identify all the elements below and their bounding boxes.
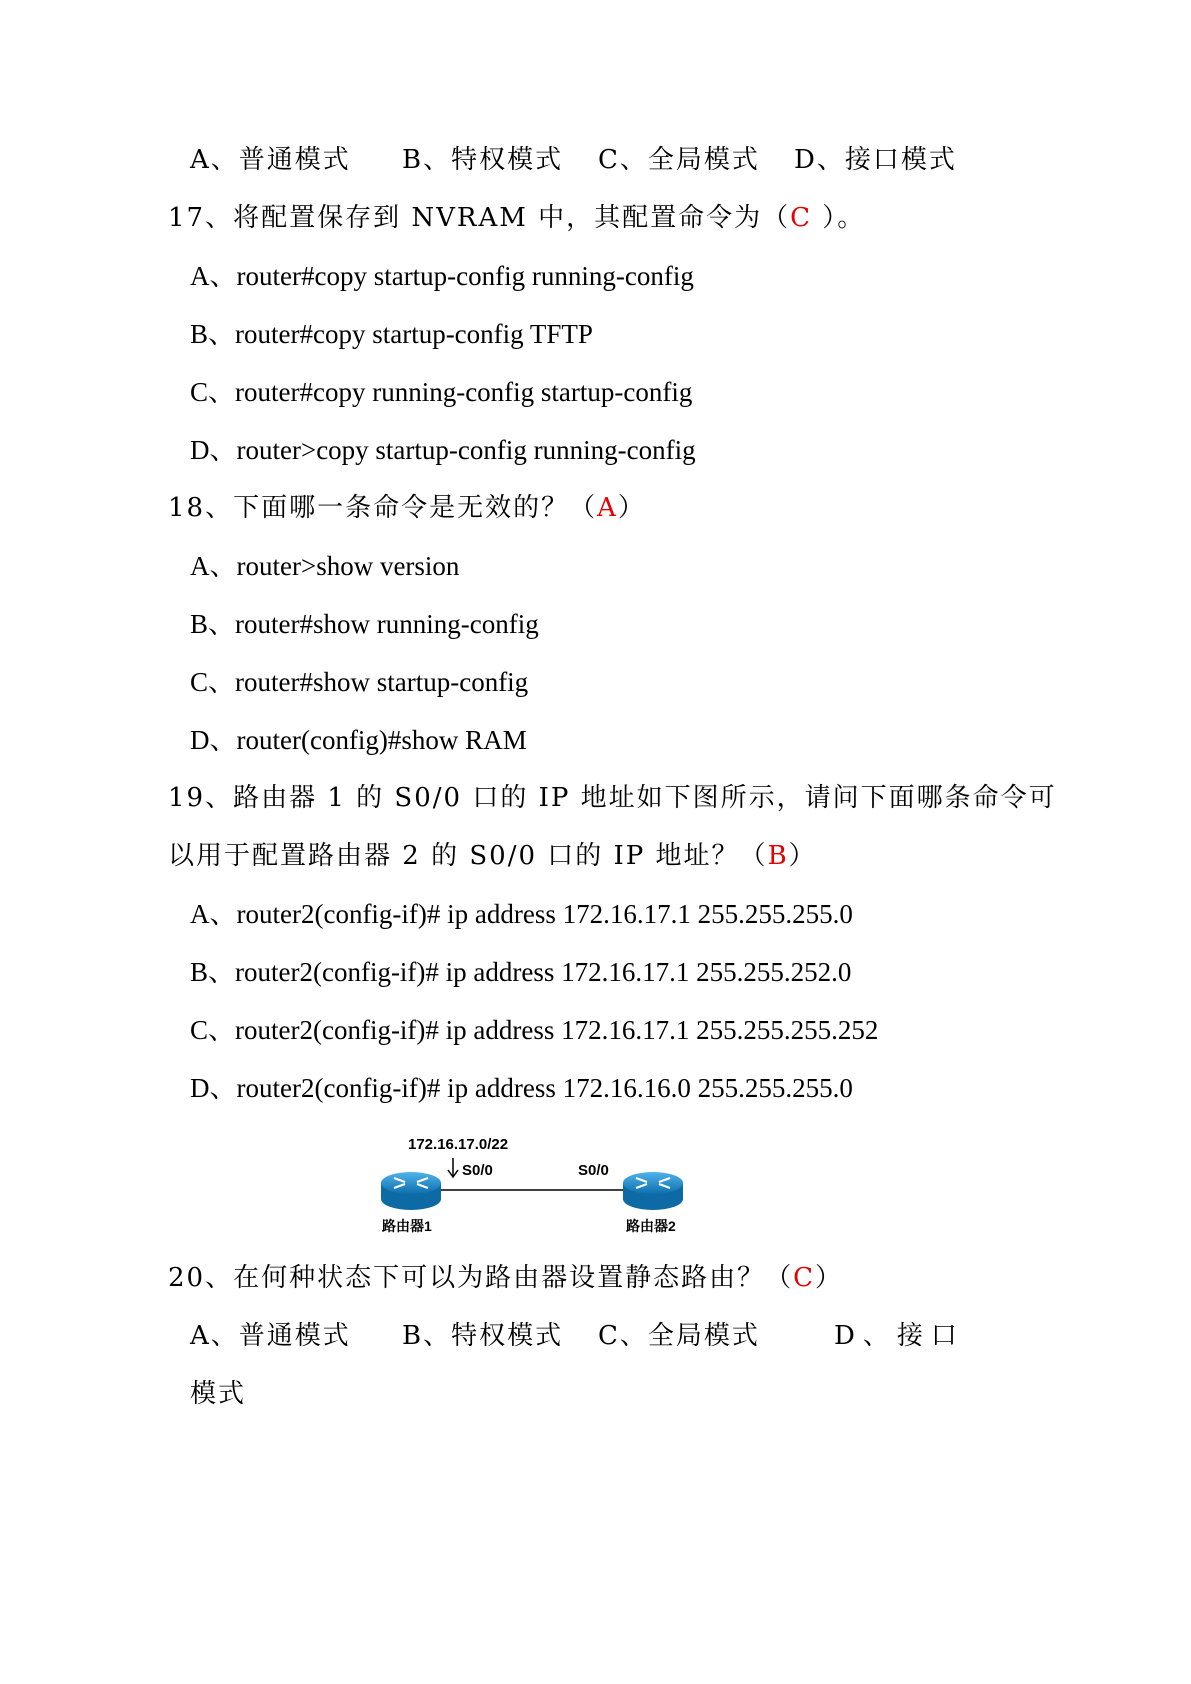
router2-port-label: S0/0: [578, 1162, 609, 1179]
router1-label: 路由器1: [382, 1218, 432, 1234]
router1-port-label: S0/0: [462, 1162, 493, 1179]
q20-options: [190, 1319, 965, 1353]
q17-option-d: D、router>copy startup-config running-config: [190, 435, 696, 465]
q17-answer: C: [790, 203, 813, 233]
q20-option-c: C、全局模式: [598, 1321, 760, 1351]
q20-option-d: D、接口: [834, 1321, 965, 1351]
network-address-label: 172.16.17.0/22: [408, 1136, 509, 1153]
q18-stem-end: ）: [617, 493, 646, 523]
q20-stem: [168, 1261, 843, 1295]
q20-stem-end: ）: [815, 1263, 844, 1293]
q16-option-a: A、普通模式: [190, 145, 351, 175]
q18-option-d: D、router(config)#show RAM: [190, 725, 527, 755]
q18-option-a: A、router>show version: [190, 551, 460, 581]
q17-option-a: A、router#copy startup-config running-config: [190, 261, 694, 291]
q19-option-b: B、router2(config-if)# ip address 172.16.17.1 255.255.252.0: [190, 957, 852, 987]
q16-options: [190, 143, 957, 177]
q16-option-c: C、全局模式: [598, 145, 760, 175]
q17-stem-text: 17、将配置保存到 NVRAM 中，其配置命令为（: [168, 203, 791, 233]
q18-answer: A: [597, 493, 618, 523]
q16-option-d: D、接口模式: [794, 145, 957, 175]
q18-option-c: C、router#show startup-config: [190, 667, 529, 697]
q19-stem-line2: [168, 839, 817, 873]
q18-stem-text: 18、下面哪一条命令是无效的？（: [168, 493, 598, 523]
network-diagram: [370, 1130, 700, 1240]
q20-option-a: A、普通模式: [190, 1321, 351, 1351]
q19-option-a: A、router2(config-if)# ip address 172.16.17.1 255.255.255.0: [190, 899, 853, 929]
q19-stem-end: ）: [788, 841, 817, 871]
q18-stem: [168, 491, 646, 525]
q20-answer: C: [793, 1263, 815, 1293]
q19-stem-text: 以用于配置路由器 2 的 S0/0 口的 IP 地址？（: [168, 841, 768, 871]
q19-answer: B: [767, 841, 789, 871]
q17-option-b: B、router#copy startup-config TFTP: [190, 319, 593, 349]
router2-label: 路由器2: [626, 1218, 676, 1234]
router2-icon: [620, 1170, 686, 1212]
q20-stem-text: 20、在何种状态下可以为路由器设置静态路由？（: [168, 1263, 794, 1293]
q19-option-c: C、router2(config-if)# ip address 172.16.17.1 255.255.255.252: [190, 1015, 879, 1045]
q20-option-b: B、特权模式: [402, 1321, 564, 1351]
q19-option-d: D、router2(config-if)# ip address 172.16.16.0 255.255.255.0: [190, 1073, 853, 1103]
q17-stem-end: ）。: [812, 203, 866, 233]
q18-option-b: B、router#show running-config: [190, 609, 539, 639]
router1-icon: [378, 1170, 444, 1212]
q19-stem-line1: 19、路由器 1 的 S0/0 口的 IP 地址如下图所示，请问下面哪条命令可: [168, 783, 1057, 813]
q16-option-b: B、特权模式: [402, 145, 564, 175]
q17-stem: [168, 201, 865, 235]
q17-option-c: C、router#copy running-config startup-config: [190, 377, 693, 407]
q20-option-d-wrap: 模式: [190, 1379, 247, 1409]
